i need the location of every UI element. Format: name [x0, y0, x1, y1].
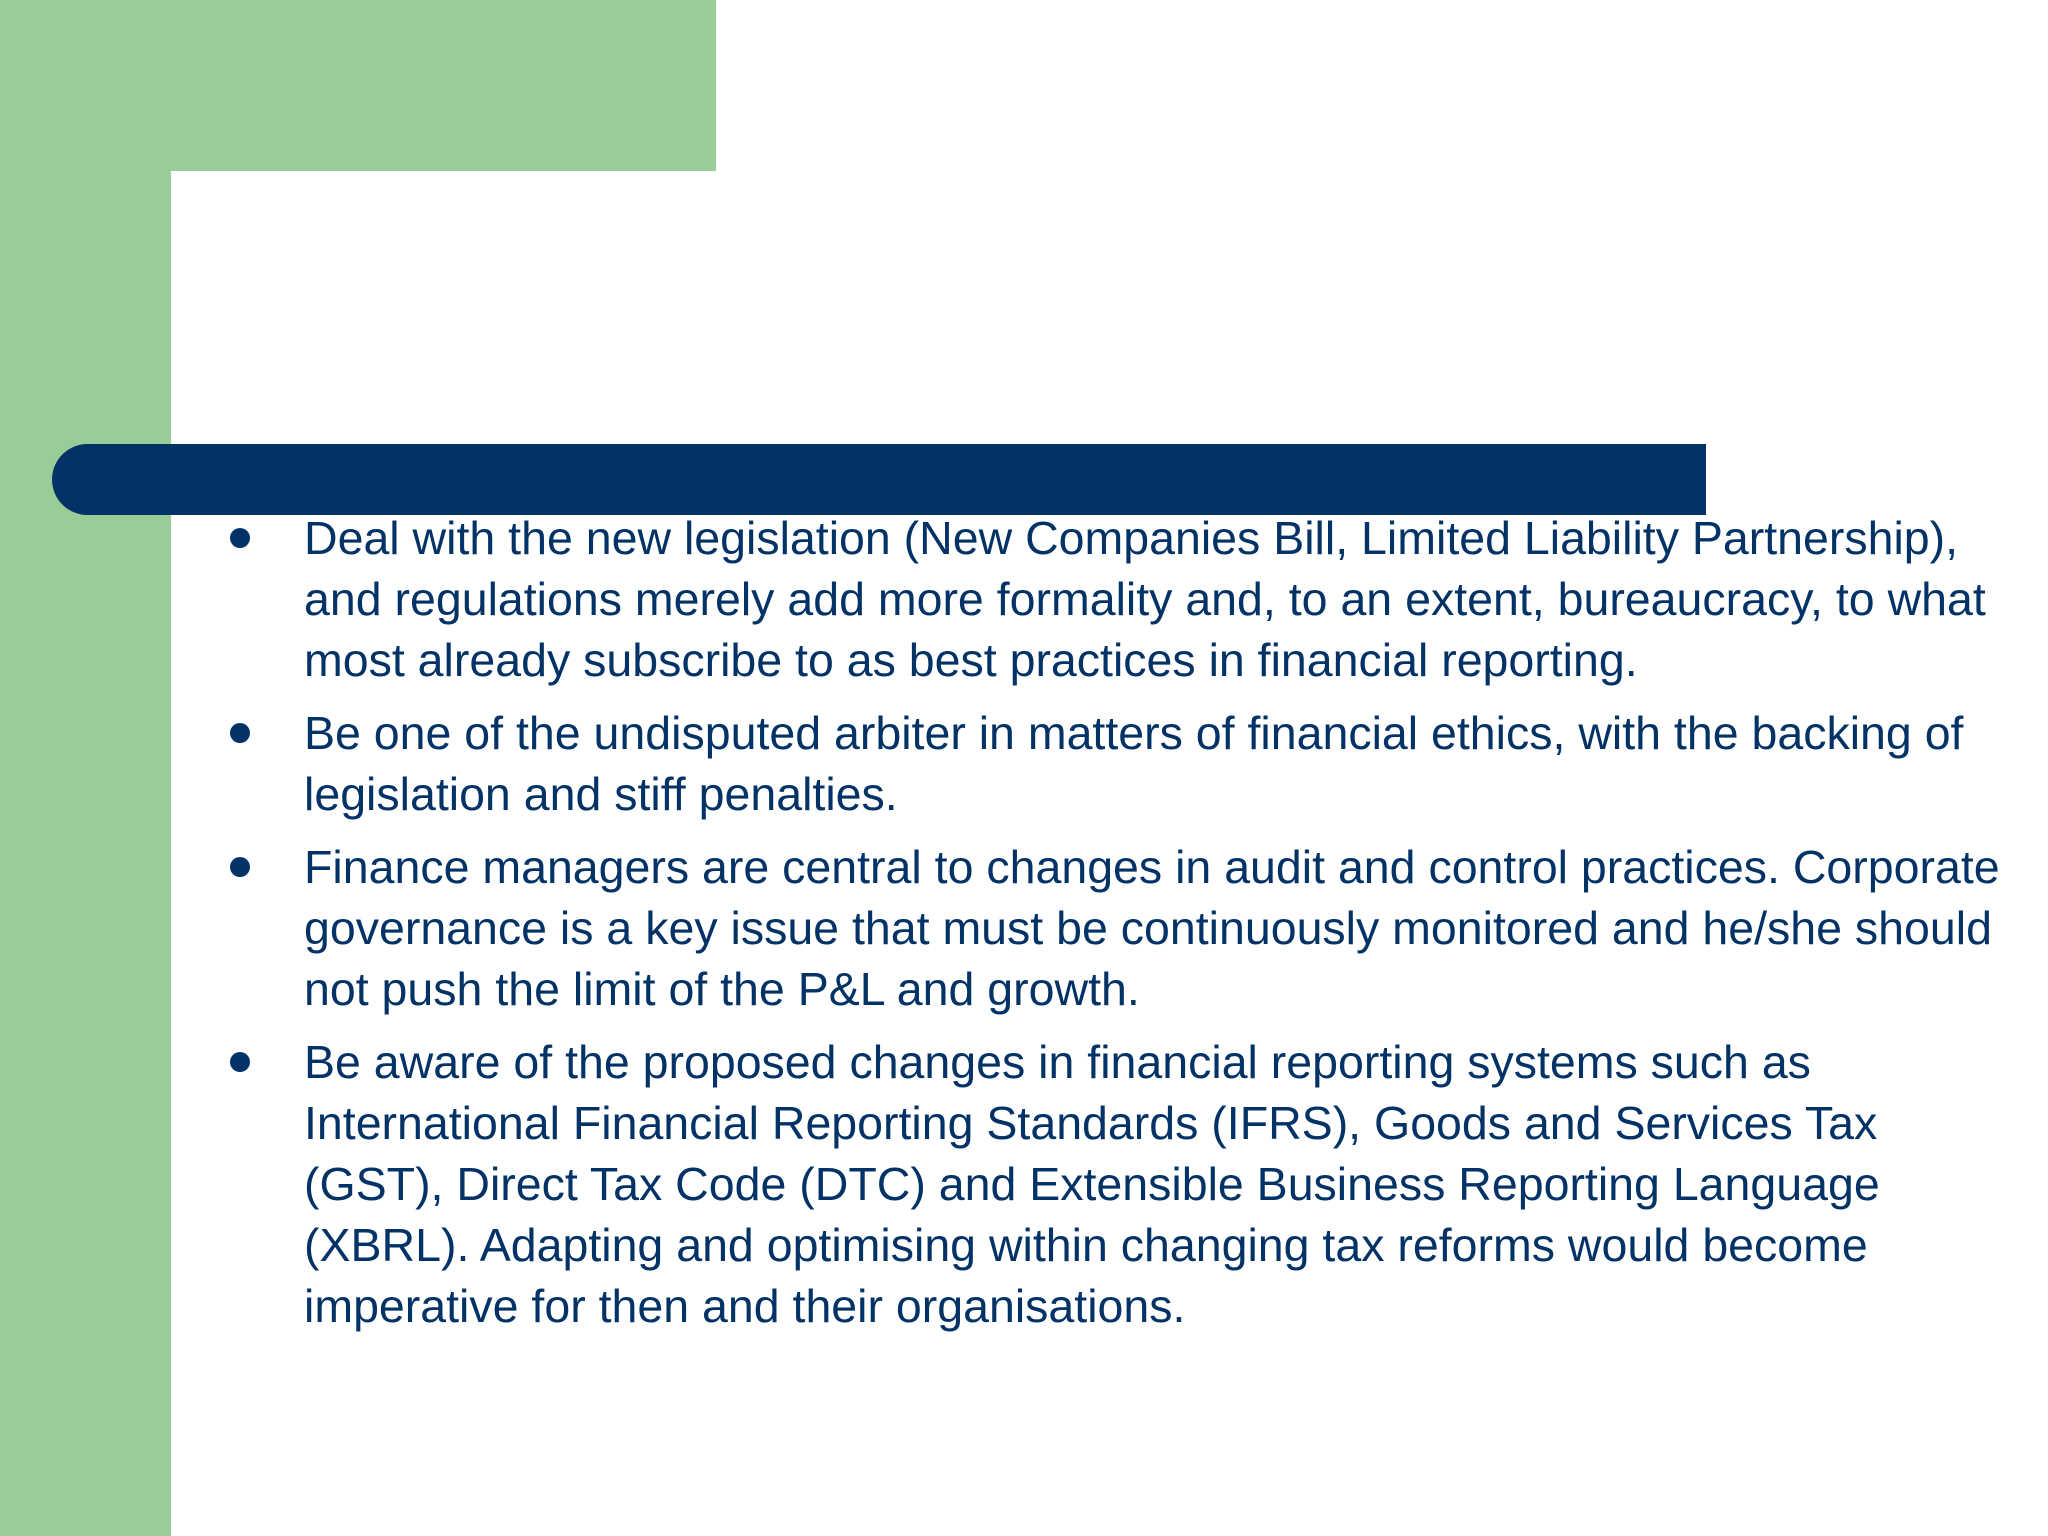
- bullet-text: Deal with the new legislation (New Companies Bill, Limited Liability Partnership), and regulations merely add more formality and, to an extent, bureaucracy, to what most already subscribe to as best practices in financial reporting.: [304, 512, 1986, 686]
- bullet-text: Be aware of the proposed changes in financial reporting systems such as International Financial Reporting Standards (IFRS), Goods and Services Tax (GST), Direct Tax Code (DTC) and Extensible Business Reporting Language (XBRL). Adapting and optimising within changing tax reforms would become imperative for then and their organisations.: [304, 1036, 1880, 1332]
- bullet-dot-icon: [230, 723, 250, 743]
- bullet-item: [220, 703, 2010, 825]
- bullet-text: Finance managers are central to changes in audit and control practices. Corporate governance is a key issue that must be continuously monitored and he/she should not push the limit of the P&L and growth.: [304, 841, 2000, 1015]
- bullet-item: [220, 508, 2010, 691]
- title-bar: [52, 444, 1706, 515]
- bullet-content: [220, 508, 2010, 1349]
- bullet-item: [220, 837, 2010, 1020]
- bullet-list: [220, 508, 2010, 1337]
- green-accent-left: [0, 0, 171, 1536]
- bullet-dot-icon: [230, 1052, 250, 1072]
- bullet-dot-icon: [230, 857, 250, 877]
- bullet-dot-icon: [230, 528, 250, 548]
- bullet-text: Be one of the undisputed arbiter in matters of financial ethics, with the backing of legislation and stiff penalties.: [304, 707, 1964, 820]
- bullet-item: [220, 1032, 2010, 1337]
